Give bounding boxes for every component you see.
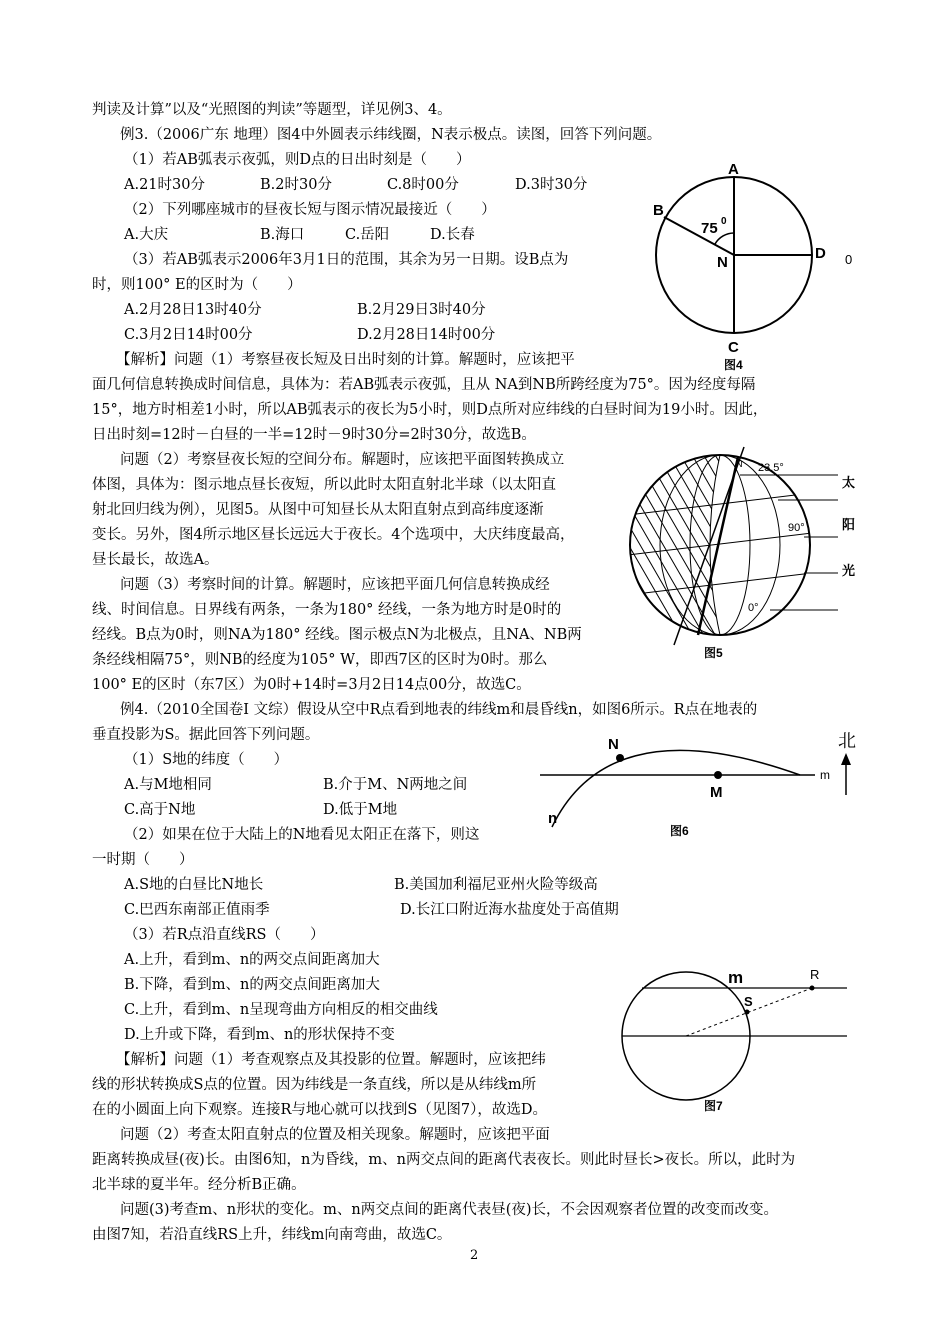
option: A.大庆 bbox=[124, 227, 169, 243]
option: B.美国加利福尼亚州火险等级高 bbox=[394, 877, 598, 893]
angle-0: 0° bbox=[748, 602, 759, 614]
text-line: 面几何信息转换成时间信息，具体为：若AB弧表示夜弧，且从 NA到NB所跨经度为75°。因为经度每隔 bbox=[92, 377, 756, 393]
label-n: N bbox=[717, 254, 728, 271]
figure-7 bbox=[612, 962, 852, 1112]
analysis-line: 【解析】问题（1）考察昼夜长短及日出时刻的计算。解题时，应该把平 bbox=[116, 352, 575, 368]
text-line: 射北回归线为例），见图5。从图中可知昼长从太阳直射点到高纬度逐渐 bbox=[92, 502, 544, 518]
text-line: 日出时刻=12时－白昼的一半=12时－9时30分=2时30分，故选B。 bbox=[92, 427, 536, 443]
stray-zero: 0 bbox=[845, 252, 853, 267]
text-line: 一时期（ ） bbox=[92, 852, 194, 868]
option: B.2时30分 bbox=[260, 177, 332, 193]
text-line: 问题（3）考察时间的计算。解题时，应该把平面几何信息转换成经 bbox=[120, 577, 550, 593]
label-a: A bbox=[728, 161, 739, 178]
question-3-3: （3）若AB弧表示2006年3月1日的范围，其余为另一日期。设B点为 bbox=[124, 252, 569, 268]
question-3-2: （2）下列哪座城市的昼夜长短与图示情况最接近（ ） bbox=[124, 202, 496, 218]
option: D.3时30分 bbox=[515, 177, 588, 193]
text-line: 变长。另外，图4所示地区昼长远远大于夜长。4个选项中，大庆纬度最高， bbox=[92, 527, 575, 543]
question-4-3: （3）若R点沿直线RS（ ） bbox=[124, 927, 325, 943]
option: D.长江口附近海水盐度处于高值期 bbox=[400, 902, 619, 918]
figure-6-caption: 图6 bbox=[670, 824, 689, 838]
option: A.2月28日13时40分 bbox=[124, 302, 262, 318]
text-line: 在的小圆面上向下观察。连接R与地心就可以找到S（见图7），故选D。 bbox=[92, 1102, 547, 1118]
label-d: D bbox=[815, 245, 826, 262]
figure-5 bbox=[628, 445, 858, 660]
text-line: 条经线相隔75°，则NB的经度为105° W，即西7区的区时为0时。那么 bbox=[92, 652, 548, 668]
option: B.介于M、N两地之间 bbox=[323, 777, 468, 793]
terminator-n bbox=[552, 750, 800, 827]
option: D.2月28日14时00分 bbox=[357, 327, 496, 343]
point-s bbox=[745, 1010, 750, 1015]
option: D.长春 bbox=[430, 227, 475, 243]
text-line: 100° E的区时（东7区）为0时+14时=3月2日14点00分，故选C。 bbox=[92, 677, 531, 693]
night-hemisphere bbox=[630, 455, 720, 635]
point-r bbox=[810, 986, 815, 991]
angle-arc bbox=[715, 233, 734, 244]
point-m bbox=[714, 771, 722, 779]
option: A.S地的白昼比N地长 bbox=[124, 877, 264, 893]
label-line-m: m bbox=[820, 768, 830, 782]
sunlight-char-1: 太 bbox=[842, 475, 856, 490]
option: D.上升或下降，看到m、n的形状保持不变 bbox=[124, 1027, 395, 1043]
option: C.上升，看到m、n呈现弯曲方向相反的相交曲线 bbox=[124, 1002, 438, 1018]
text-line: 距离转换成昼(夜)长。由图6知，n为昏线，m、n两交点间的距离代表夜长。则此时昼长>夜长。所以，此时为 bbox=[92, 1152, 796, 1168]
text-line: 垂直投影为S。据此回答下列问题。 bbox=[92, 727, 320, 743]
option: A.上升，看到m、n的两交点间距离加大 bbox=[124, 952, 380, 968]
text-line: 问题（2）考察昼夜长短的空间分布。解题时，应该把平面图转换成立 bbox=[120, 452, 565, 468]
figure-7-caption: 图7 bbox=[704, 1099, 723, 1113]
example-3-heading: 例3.（2006广东 地理）图4中外圆表示纬线圈，N表示极点。读图，回答下列问题。 bbox=[120, 127, 662, 143]
text-line: 线、时间信息。日界线有两条，一条为180° 经线，一条为地方时是0时的 bbox=[92, 602, 562, 618]
analysis-line: 【解析】问题（1）考查观察点及其投影的位置。解题时，应该把纬 bbox=[116, 1052, 546, 1068]
figure-4 bbox=[640, 155, 860, 375]
point-n bbox=[616, 754, 624, 762]
figure-5-caption: 图5 bbox=[704, 646, 723, 660]
text-line: 时，则100° E的区时为（ ） bbox=[92, 277, 302, 293]
option: D.低于M地 bbox=[323, 802, 398, 818]
question-3-1: （1）若AB弧表示夜弧，则D点的日出时刻是（ ） bbox=[124, 152, 471, 168]
label-m: m bbox=[728, 968, 744, 987]
figure-4-caption: 图4 bbox=[724, 358, 743, 372]
text-line: 体图，具体为：图示地点昼长夜短，所以此时太阳直射北半球（以太阳直 bbox=[92, 477, 556, 493]
example-4-heading: 例4.（2010全国卷Ⅰ 文综）假设从空中R点看到地表的纬线m和晨昏线n，如图6所示。R点在地表的 bbox=[120, 702, 758, 718]
question-4-1: （1）S地的纬度（ ） bbox=[124, 752, 289, 768]
label-line-n: n bbox=[548, 810, 558, 827]
label-b: B bbox=[653, 202, 664, 219]
angle-label: 75 bbox=[701, 220, 718, 237]
option: C.8时00分 bbox=[387, 177, 459, 193]
option: C.3月2日14时00分 bbox=[124, 327, 253, 343]
option: B.海口 bbox=[260, 227, 305, 243]
label-n-point: N bbox=[608, 736, 619, 753]
north-arrow-icon bbox=[841, 753, 851, 765]
label-s: S bbox=[744, 994, 753, 1009]
text-line: 昼长最长，故选A。 bbox=[92, 552, 219, 568]
label-n: N bbox=[736, 459, 743, 469]
text-line: 15°，地方时相差1小时，所以AB弧表示的夜长为5小时，则D点所对应纬线的白昼时间为19小时。因此， bbox=[92, 402, 768, 418]
angle-90: 90° bbox=[788, 522, 805, 534]
text-line: 由图7知，若沿直线RS上升，纬线m向南弯曲，故选C。 bbox=[92, 1227, 452, 1243]
label-m-point: M bbox=[710, 784, 723, 801]
page-number: 2 bbox=[470, 1248, 479, 1263]
text-line: 线的形状转换成S点的位置。因为纬线是一条直线，所以是从纬线m所 bbox=[92, 1077, 537, 1093]
text-line: 问题(3)考查m、n形状的变化。m、n两交点间的距离代表昼(夜)长，不会因观察者位置的改变而改变。 bbox=[120, 1202, 779, 1218]
option: C.巴西东南部正值雨季 bbox=[124, 902, 270, 918]
text-line: 北半球的夏半年。经分析B正确。 bbox=[92, 1177, 306, 1193]
angle-23-5: 23.5° bbox=[758, 462, 784, 474]
option: C.岳阳 bbox=[345, 227, 390, 243]
label-r: R bbox=[810, 967, 820, 982]
sunlight-char-2: 阳 bbox=[842, 517, 856, 532]
angle-degree: 0 bbox=[721, 216, 727, 227]
label-c: C bbox=[728, 339, 739, 356]
option: B.2月29日3时40分 bbox=[357, 302, 486, 318]
option: C.高于N地 bbox=[124, 802, 196, 818]
question-4-2: （2）如果在位于大陆上的N地看见太阳正在落下，则这 bbox=[124, 827, 480, 843]
figure-6 bbox=[530, 727, 860, 837]
text-line: 经线。B点为0时，则NA为180° 经线。图示极点N为北极点，且NA、NB两 bbox=[92, 627, 582, 643]
option: A.与M地相同 bbox=[124, 777, 212, 793]
sunlight-char-3: 光 bbox=[842, 563, 856, 578]
option: B.下降，看到m、n的两交点间距离加大 bbox=[124, 977, 380, 993]
text-line: 问题（2）考查太阳直射点的位置及相关现象。解题时，应该把平面 bbox=[120, 1127, 550, 1143]
text-line: 判读及计算”以及“光照图的判读”等题型，详见例3、4。 bbox=[92, 102, 452, 118]
option: A.21时30分 bbox=[124, 177, 205, 193]
north-label: 北 bbox=[838, 731, 856, 751]
